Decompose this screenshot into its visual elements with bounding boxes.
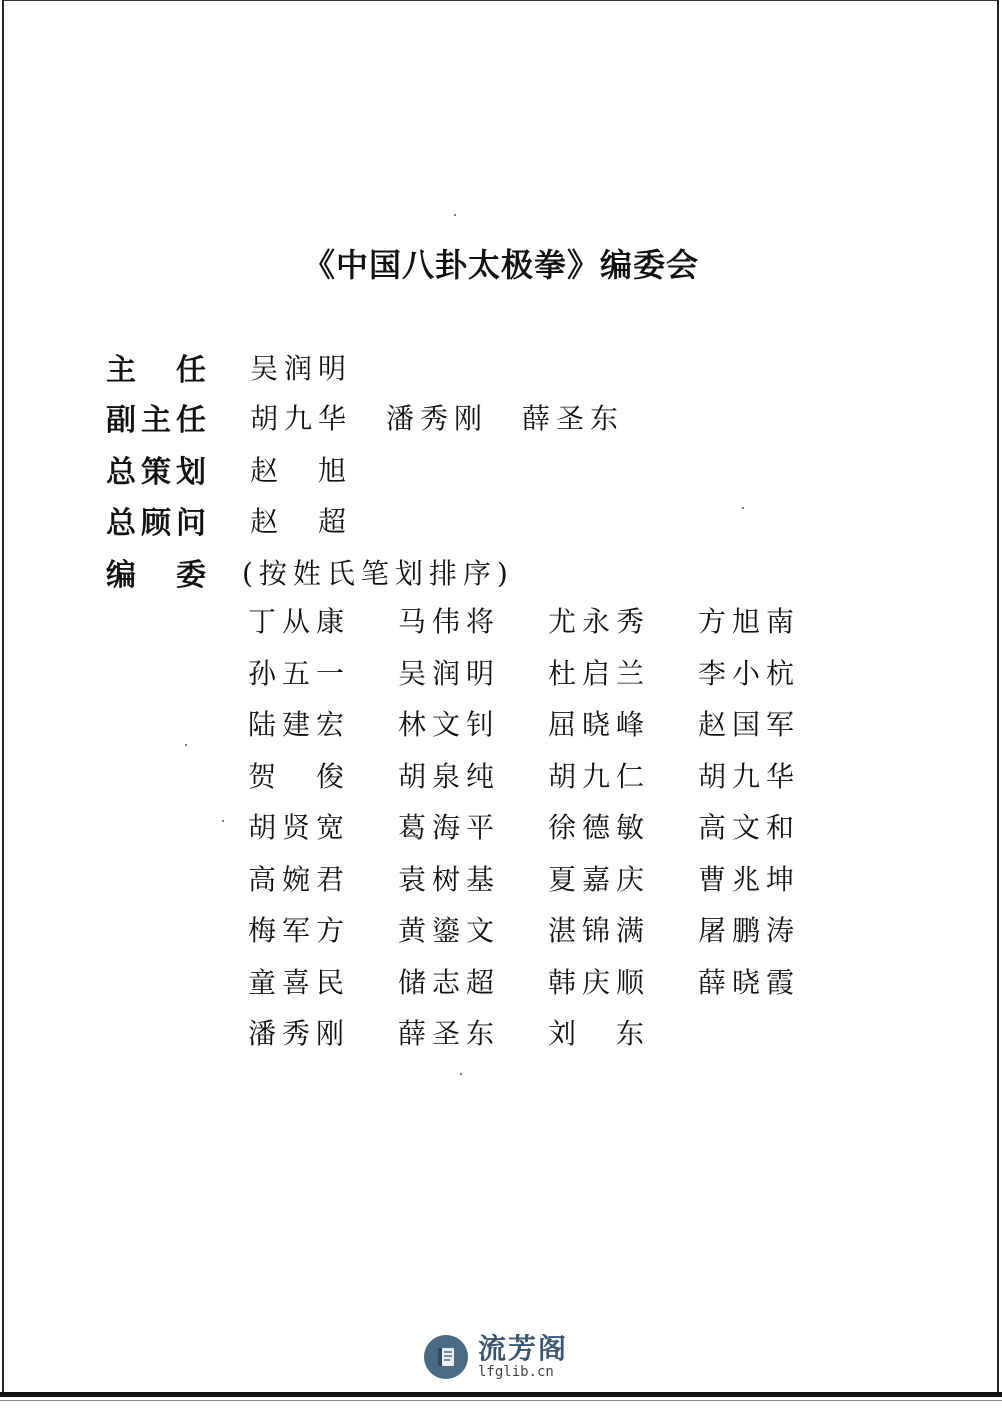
role-row-editorial-board [106, 552, 514, 592]
editorial-members-list [248, 600, 848, 1064]
scan-speck [460, 1073, 462, 1075]
role-names: 赵 旭 [250, 454, 353, 487]
member-name: 马伟将 [398, 605, 501, 638]
role-row-director [106, 347, 352, 387]
member-name: 林文钊 [398, 708, 501, 741]
scan-speck [454, 214, 456, 216]
scan-speck [185, 744, 187, 746]
role-label: 编委 [106, 558, 206, 593]
member-name: 薛晓霞 [698, 965, 801, 999]
member-name: 屠鹏涛 [698, 914, 801, 947]
role-label: 总策划 [106, 455, 206, 490]
member-name: 高婉君 [248, 862, 351, 896]
member-name: 韩庆顺 [548, 965, 651, 999]
role-row-chief-advisor [106, 500, 352, 540]
role-names: 赵 超 [250, 505, 353, 538]
member-name: 胡九仁 [548, 759, 651, 793]
page-title: 《中国八卦太极拳》编委会 [302, 246, 699, 284]
watermark-name: 流芳阁 [478, 1332, 569, 1365]
scan-speck [742, 507, 744, 509]
member-name: 徐德敏 [548, 811, 651, 844]
member-name: 屈晓峰 [548, 708, 651, 741]
member-name: 湛锦满 [548, 914, 651, 947]
member-name: 曹兆坤 [698, 862, 801, 896]
member-name: 胡九华 [698, 759, 801, 793]
member-name: 梅军方 [248, 914, 351, 947]
bottom-rule [0, 1392, 1002, 1397]
member-name: 赵国军 [698, 708, 801, 741]
member-name: 贺 俊 [248, 759, 351, 793]
member-name: 刘 东 [548, 1017, 651, 1050]
scan-speck [222, 820, 224, 822]
member-name: 储志超 [398, 965, 501, 999]
book-icon [424, 1335, 468, 1379]
role-names: 胡九华 潘秀刚 薛圣东 [250, 402, 625, 435]
bottom-rule-thin [0, 1400, 1002, 1401]
member-name: 胡贤宽 [248, 811, 351, 844]
member-name: 童喜民 [248, 965, 351, 999]
member-name: 黄鎏文 [398, 914, 501, 947]
member-name: 吴润明 [398, 656, 501, 690]
member-name: 陆建宏 [248, 708, 351, 741]
member-name: 潘秀刚 [248, 1017, 351, 1050]
member-name: 胡泉纯 [398, 759, 501, 793]
member-name: 孙五一 [248, 656, 351, 690]
watermark-logo [424, 1334, 568, 1380]
member-name: 方旭南 [698, 605, 801, 638]
role-label: 副主任 [106, 403, 206, 438]
member-name: 高文和 [698, 811, 801, 844]
role-label: 主任 [106, 353, 206, 388]
member-name: 杜启兰 [548, 656, 651, 690]
role-label: 总顾问 [106, 506, 206, 541]
member-name: 薛圣东 [398, 1017, 501, 1050]
member-name: 袁树基 [398, 862, 501, 896]
role-row-chief-planner [106, 449, 352, 489]
role-names-note: (按姓氏笔划排序) [242, 557, 514, 590]
member-name: 丁从康 [248, 605, 351, 638]
watermark-text [478, 1334, 568, 1380]
member-name: 葛海平 [398, 811, 501, 844]
role-names: 吴润明 [250, 352, 353, 385]
member-name: 尤永秀 [548, 605, 651, 638]
watermark-url: lfglib.cn [478, 1364, 554, 1380]
member-name: 李小杭 [698, 656, 801, 690]
member-name: 夏嘉庆 [548, 862, 651, 896]
role-row-deputy-director [106, 397, 624, 437]
